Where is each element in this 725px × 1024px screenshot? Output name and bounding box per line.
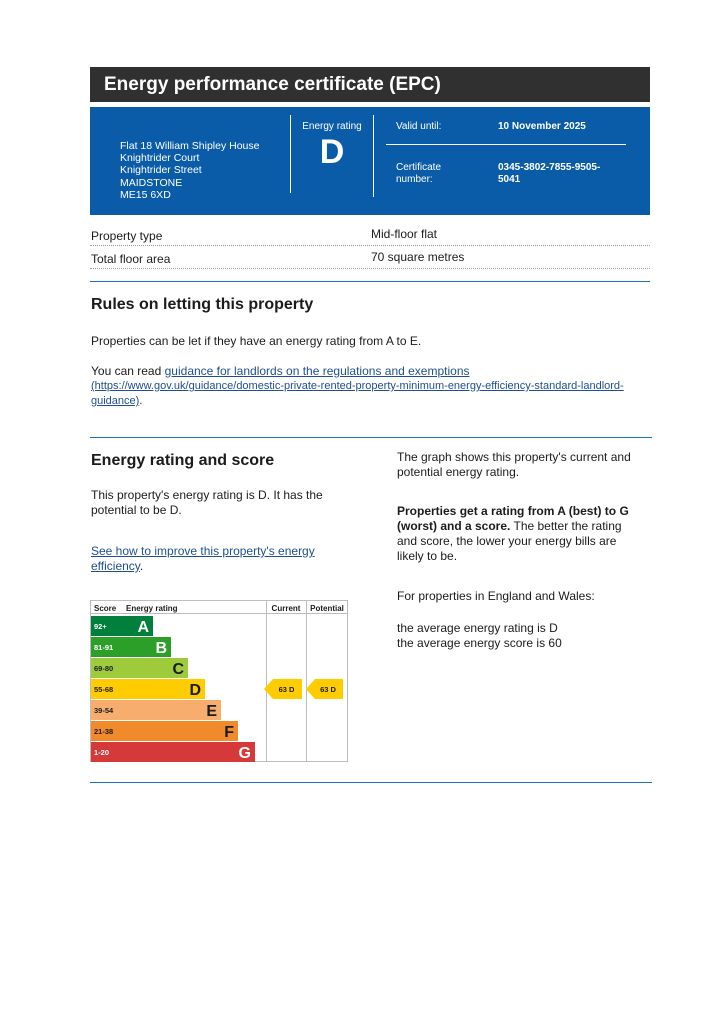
valid-until-label: Valid until: — [396, 121, 442, 132]
band-score-range: 21-38 — [94, 727, 114, 736]
guidance-paragraph: You can read guidance for landlords on the regulations and exemptions — [91, 364, 470, 378]
page-title: Energy performance certificate (EPC) — [90, 67, 650, 102]
band-score-range: 55-68 — [94, 685, 114, 694]
panel-divider — [373, 115, 374, 197]
band-score-range: 1-20 — [94, 748, 110, 757]
letting-paragraph: Properties can be let if they have an energy rating from A to E. — [91, 334, 422, 348]
section-divider — [90, 782, 652, 783]
region-note: For properties in England and Wales: — [397, 589, 595, 603]
energy-rating-value: D — [319, 133, 345, 171]
letting-heading: Rules on letting this property — [91, 296, 314, 313]
improve-efficiency-link[interactable]: efficiency — [91, 559, 140, 573]
section-divider — [90, 437, 652, 438]
graph-description: The graph shows this property's current and potential energy rating. — [397, 450, 631, 479]
chart-header-potential: Potential — [310, 604, 344, 613]
floor-area-label: Total floor area — [91, 252, 171, 266]
improve-efficiency-link[interactable]: See how to improve this property's energy — [91, 544, 315, 558]
chart-header-current: Current — [271, 604, 301, 613]
property-type-label: Property type — [91, 229, 163, 243]
band-letter: E — [206, 703, 217, 720]
average-values — [397, 621, 562, 651]
band-score-range: 69-80 — [94, 664, 114, 673]
band-letter: F — [224, 724, 234, 741]
address-line: Knightrider Court — [120, 152, 200, 165]
guidance-url[interactable]: (https://www.gov.uk/guidance/domestic-private-rented-property-minimum-energy-efficiency-standard-landlord- guidance). — [91, 380, 624, 407]
certificate-summary-panel — [90, 107, 650, 215]
band-letter: G — [238, 745, 251, 762]
band-score-range: 92+ — [94, 622, 107, 631]
band-letter: D — [189, 682, 201, 699]
property-address — [120, 140, 259, 201]
certificate-number-value: 0345-3802-7855-9505- 5041 — [498, 162, 601, 185]
energy-rating-chart — [90, 600, 348, 762]
band-letter: B — [155, 640, 167, 657]
improve-efficiency-paragraph: See how to improve this property's energy efficiency. — [91, 544, 315, 573]
valid-until-value: 10 November 2025 — [498, 121, 586, 132]
address-line: ME15 6XD — [120, 188, 171, 201]
section-divider — [90, 281, 650, 282]
potential-rating-marker-label: 63 D — [320, 685, 336, 694]
energy-rating-paragraph: This property's energy rating is D. It has the potential to be D. — [91, 488, 323, 517]
rating-explanation: Properties get a rating from A (best) to G (worst) and a score. The better the rating and score, the lower your energy bills are likely to be. — [397, 504, 629, 563]
band-letter: A — [137, 619, 149, 636]
band-score-range: 81-91 — [94, 643, 114, 652]
guidance-link[interactable]: guidance for landlords on the regulations and exemptions — [164, 364, 470, 378]
panel-divider — [386, 144, 626, 145]
address-line: Flat 18 William Shipley House — [120, 140, 260, 152]
band-letter: C — [172, 661, 184, 678]
average-score: the average energy score is 60 — [397, 636, 562, 650]
property-type-value: Mid-floor flat — [371, 227, 438, 241]
chart-header-rating: Energy rating — [126, 604, 178, 613]
current-rating-marker-label: 63 D — [278, 685, 295, 694]
rating-band-g — [91, 742, 255, 762]
energy-rating-label: Energy rating — [302, 121, 362, 132]
address-line: MAIDSTONE — [120, 176, 183, 189]
chart-header-score: Score — [94, 604, 117, 613]
floor-area-value: 70 square metres — [371, 250, 465, 264]
row-divider — [90, 245, 650, 246]
band-score-range: 39-54 — [94, 706, 114, 715]
energy-heading: Energy rating and score — [91, 452, 275, 469]
certificate-number-label: Certificate number: — [396, 162, 442, 185]
average-rating: the average energy rating is D — [397, 621, 558, 635]
address-line: Knightrider Street — [120, 164, 202, 177]
row-divider — [90, 268, 650, 269]
